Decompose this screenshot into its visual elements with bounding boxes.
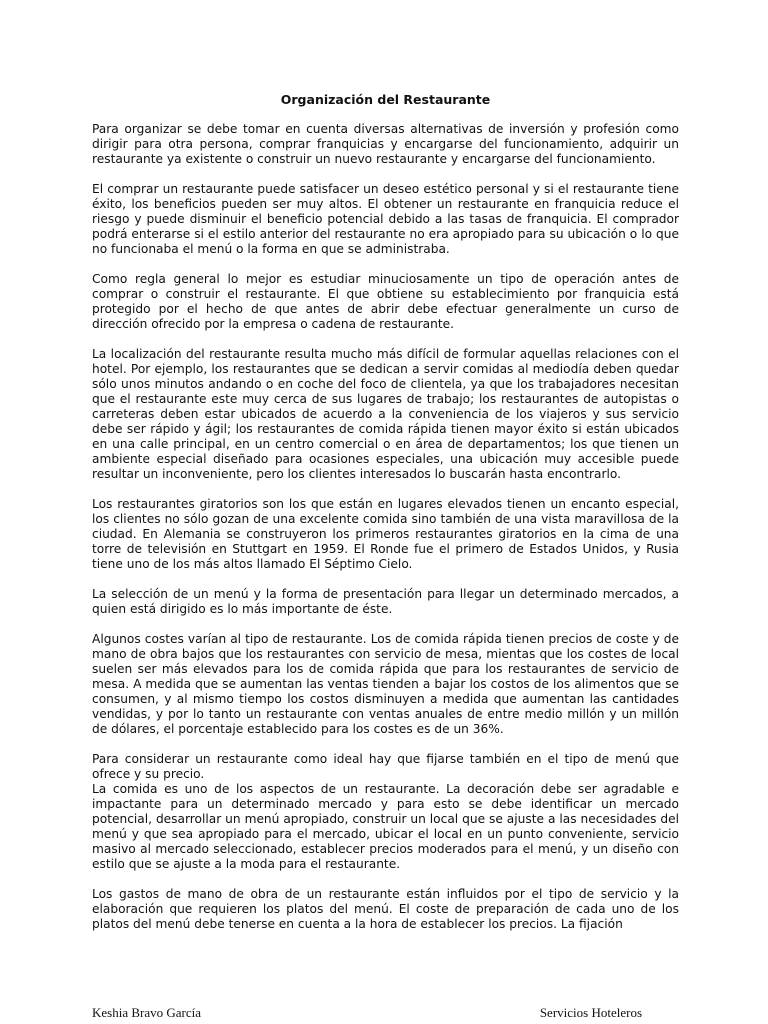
footer-author: Keshia Bravo García [92,1005,202,1020]
footer-course: Servicios Hoteleros [539,1005,642,1020]
paragraph-5: Los restaurantes giratorios son los que están en lugares elevados tienen un encanto especial, los clientes no sólo gozan de una excelente comida sino también de una vista maravillosa de la ciudad. En Alemania se construyeron los primeros restaurantes giratorios en la cima de una torre de televisión en Stuttgart en 1959. El Ronde fue el primero de Estados Unidos, y Rusia tiene uno de los más altos llamado El Séptimo Cielo. [92,497,679,571]
page-title: Organización del Restaurante [280,92,491,107]
document-page [92,92,679,947]
paragraph-1: Para organizar se debe tomar en cuenta diversas alternativas de inversión y profesión como dirigir para otra persona, comprar franquicias y encargarse del funcionamiento, adquirir un restaurante ya existente o construir un nuevo restaurante y encargarse del funcionamiento. [92,122,679,166]
paragraph-4: La localización del restaurante resulta mucho más difícil de formular aquellas relaciones con el hotel. Por ejemplo, los restaurantes que se dedican a servir comidas al mediodía deben quedar sólo unos minutos andando o en coche del foco de clientela, ya que los trabajadores necesitan que el restaurante este muy cerca de sus lugares de trabajo; los restaurantes de autopistas o carreteras deben estar ubicados de acuerdo a la conveniencia de los viajeros y sus servicio debe ser rápido y ágil; los restaurantes de comida rápida tienen mayor éxito si están ubicados en una calle principal, en un centro comercial o en área de departamentos; los que tienen un ambiente especial diseñado para ocasiones especiales, una ubicación muy accesible puede resultar un inconveniente, pero los clientes interesados lo buscarán hasta encontrarlo. [92,347,679,481]
page-footer [92,1005,642,1021]
paragraph-9: La comida es uno de los aspectos de un restaurante. La decoración debe ser agradable e impactante para un determinado mercado y para esto se debe identificar un mercado potencial, desarrollar un menú apropiado, construir un local que se ajuste a las necesidades del menú y que sea apropiado para el mercado, ubicar el local en un punto conveniente, servicio masivo al mercado seleccionado, establecer precios moderados para el menú, y un diseño con estilo que se ajuste a la moda para el restaurante. [92,782,679,871]
paragraph-10: Los gastos de mano de obra de un restaurante están influidos por el tipo de servicio y la elaboración que requieren los platos del menú. El coste de preparación de cada uno de los platos del menú debe tenerse en cuenta a la hora de establecer los precios. La fijación [92,887,679,931]
paragraph-2: El comprar un restaurante puede satisfacer un deseo estético personal y si el restaurante tiene éxito, los beneficios pueden ser muy altos. El obtener un restaurante en franquicia reduce el riesgo y puede disminuir el beneficio potencial debido a las tasas de franquicia. El comprador podrá enterarse si el estilo anterior del restaurante no era apropiado para su ubicación o lo que no funcionaba el menú o la forma en que se administraba. [92,182,679,256]
paragraph-6: La selección de un menú y la forma de presentación para llegar un determinado mercados, a quien está dirigido es lo más importante de éste. [92,587,679,616]
paragraph-3: Como regla general lo mejor es estudiar minuciosamente un tipo de operación antes de comprar o construir el restaurante. El que obtiene su establecimiento por franquicia está protegido por el hecho de que antes de abrir debe efectuar generalmente un curso de dirección ofrecido por la empresa o cadena de restaurante. [92,272,679,331]
paragraph-8: Para considerar un restaurante como ideal hay que fijarse también en el tipo de menú que ofrece y su precio. [92,752,679,781]
paragraph-7: Algunos costes varían al tipo de restaurante. Los de comida rápida tienen precios de coste y de mano de obra bajos que los restaurantes con servicio de mesa, mientas que los costes de local suelen ser más elevados para los de comida rápida que para los restaurantes de servicio de mesa. A medida que se aumentan las ventas tienden a bajar los costos de los alimentos que se consumen, y al mismo tiempo los costos disminuyen a medida que aumentan las cantidades vendidas, y por lo tanto un restaurante con ventas anuales de entre medio millón y un millón de dólares, el porcentaje establecido para los costes es de un 36%. [92,632,679,736]
